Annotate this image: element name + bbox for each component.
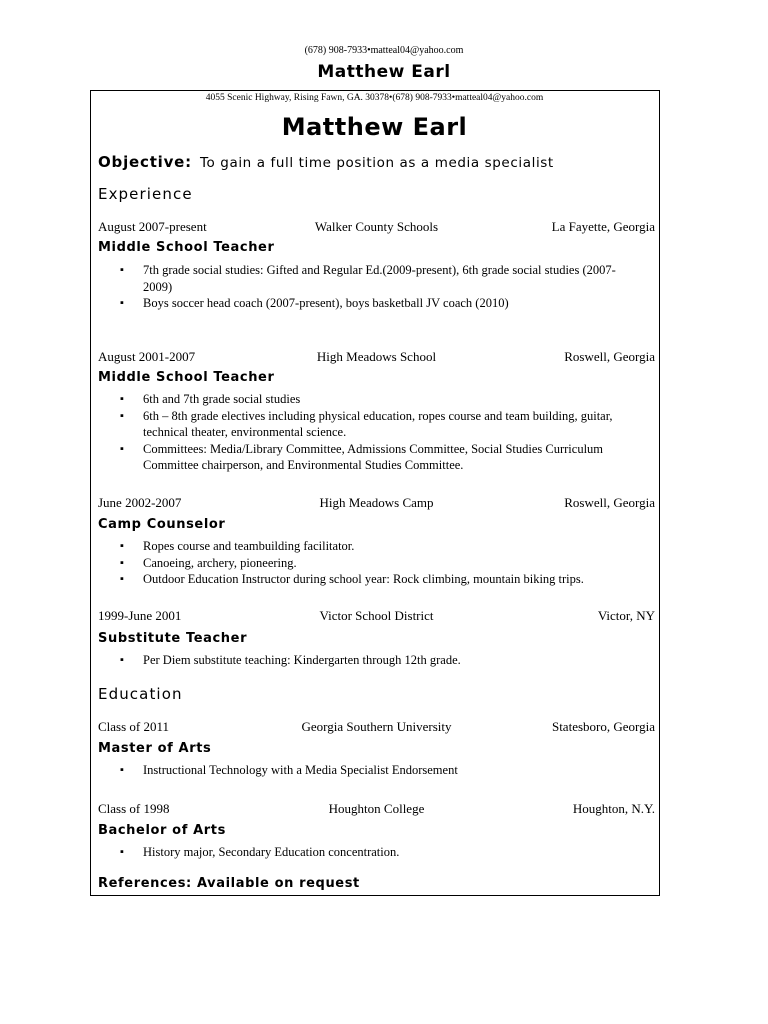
school-name: Houghton College <box>328 801 425 816</box>
objective-text: To gain a full time position as a media specialist <box>199 155 554 171</box>
job-title: Camp Counselor <box>98 517 226 532</box>
job-location: Roswell, Georgia <box>564 349 655 364</box>
list-item: ▪ History major, Secondary Education concentration. <box>91 844 631 861</box>
job-bullets <box>91 262 631 312</box>
job-row <box>98 608 655 624</box>
job-dates: August 2001-2007 <box>98 349 196 364</box>
job-org: Victor School District <box>319 608 434 623</box>
header-contact-line: (678) 908-7933•matteal04@yahoo.com <box>304 45 464 56</box>
objective-label: Objective: <box>98 153 192 171</box>
school-row <box>98 801 655 817</box>
list-item: ▪ 6th and 7th grade social studies <box>91 391 631 408</box>
list-item: ▪ Ropes course and teambuilding facilitator. <box>91 538 631 555</box>
header-name: Matthew Earl <box>317 62 451 82</box>
job-dates: June 2002-2007 <box>98 495 182 510</box>
job-row <box>98 219 655 235</box>
school-dates: Class of 2011 <box>98 719 170 734</box>
school-name: Georgia Southern University <box>301 719 452 734</box>
references-line: References: Available on request <box>98 876 360 891</box>
list-item: ▪ 7th grade social studies: Gifted and Regular Ed.(2009-present), 6th grade social studies (2007-2009) <box>91 262 631 295</box>
job-location: Victor, NY <box>597 608 655 623</box>
experience-heading: Experience <box>98 185 193 203</box>
school-dates: Class of 1998 <box>98 801 170 816</box>
job-dates: August 2007-present <box>98 219 207 234</box>
job-title: Middle School Teacher <box>98 370 275 385</box>
job-title: Substitute Teacher <box>98 631 248 646</box>
degree-bullets <box>91 844 631 861</box>
objective <box>98 153 554 172</box>
resume-name: Matthew Earl <box>281 113 468 141</box>
job-org: Walker County Schools <box>314 219 439 234</box>
list-item: ▪ Boys soccer head coach (2007-present), boys basketball JV coach (2010) <box>91 295 631 312</box>
job-bullets <box>91 391 631 474</box>
address-line: 4055 Scenic Highway, Rising Fawn, GA. 30378•(678) 908-7933•matteal04@yahoo.com <box>205 93 544 103</box>
job-title: Middle School Teacher <box>98 240 275 255</box>
degree-title: Bachelor of Arts <box>98 823 226 838</box>
job-location: Roswell, Georgia <box>564 495 655 510</box>
list-item: ▪ Canoeing, archery, pioneering. <box>91 555 631 572</box>
school-location: Statesboro, Georgia <box>551 719 655 734</box>
job-row <box>98 349 655 365</box>
resume-frame <box>90 90 660 896</box>
job-location: La Fayette, Georgia <box>551 219 655 234</box>
school-location: Houghton, N.Y. <box>572 801 655 816</box>
degree-title: Master of Arts <box>98 741 212 756</box>
job-bullets <box>91 538 631 588</box>
list-item: ▪ Outdoor Education Instructor during school year: Rock climbing, mountain biking trips. <box>91 571 631 588</box>
list-item: ▪ Per Diem substitute teaching: Kindergarten through 12th grade. <box>91 652 631 669</box>
school-row <box>98 719 655 735</box>
job-org: High Meadows Camp <box>319 495 434 510</box>
education-heading: Education <box>98 685 183 703</box>
job-org: High Meadows School <box>316 349 437 364</box>
job-row <box>98 495 655 511</box>
list-item: ▪ Instructional Technology with a Media Specialist Endorsement <box>91 762 631 779</box>
list-item: ▪ 6th – 8th grade electives including physical education, ropes course and team building, guitar, technical theater, environmental science. <box>91 408 631 441</box>
job-dates: 1999-June 2001 <box>98 608 182 623</box>
list-item: ▪ Committees: Media/Library Committee, Admissions Committee, Social Studies Curriculum Committee chairperson, and Environmental Studies Committee. <box>91 441 631 474</box>
degree-bullets <box>91 762 631 779</box>
job-bullets <box>91 652 631 669</box>
